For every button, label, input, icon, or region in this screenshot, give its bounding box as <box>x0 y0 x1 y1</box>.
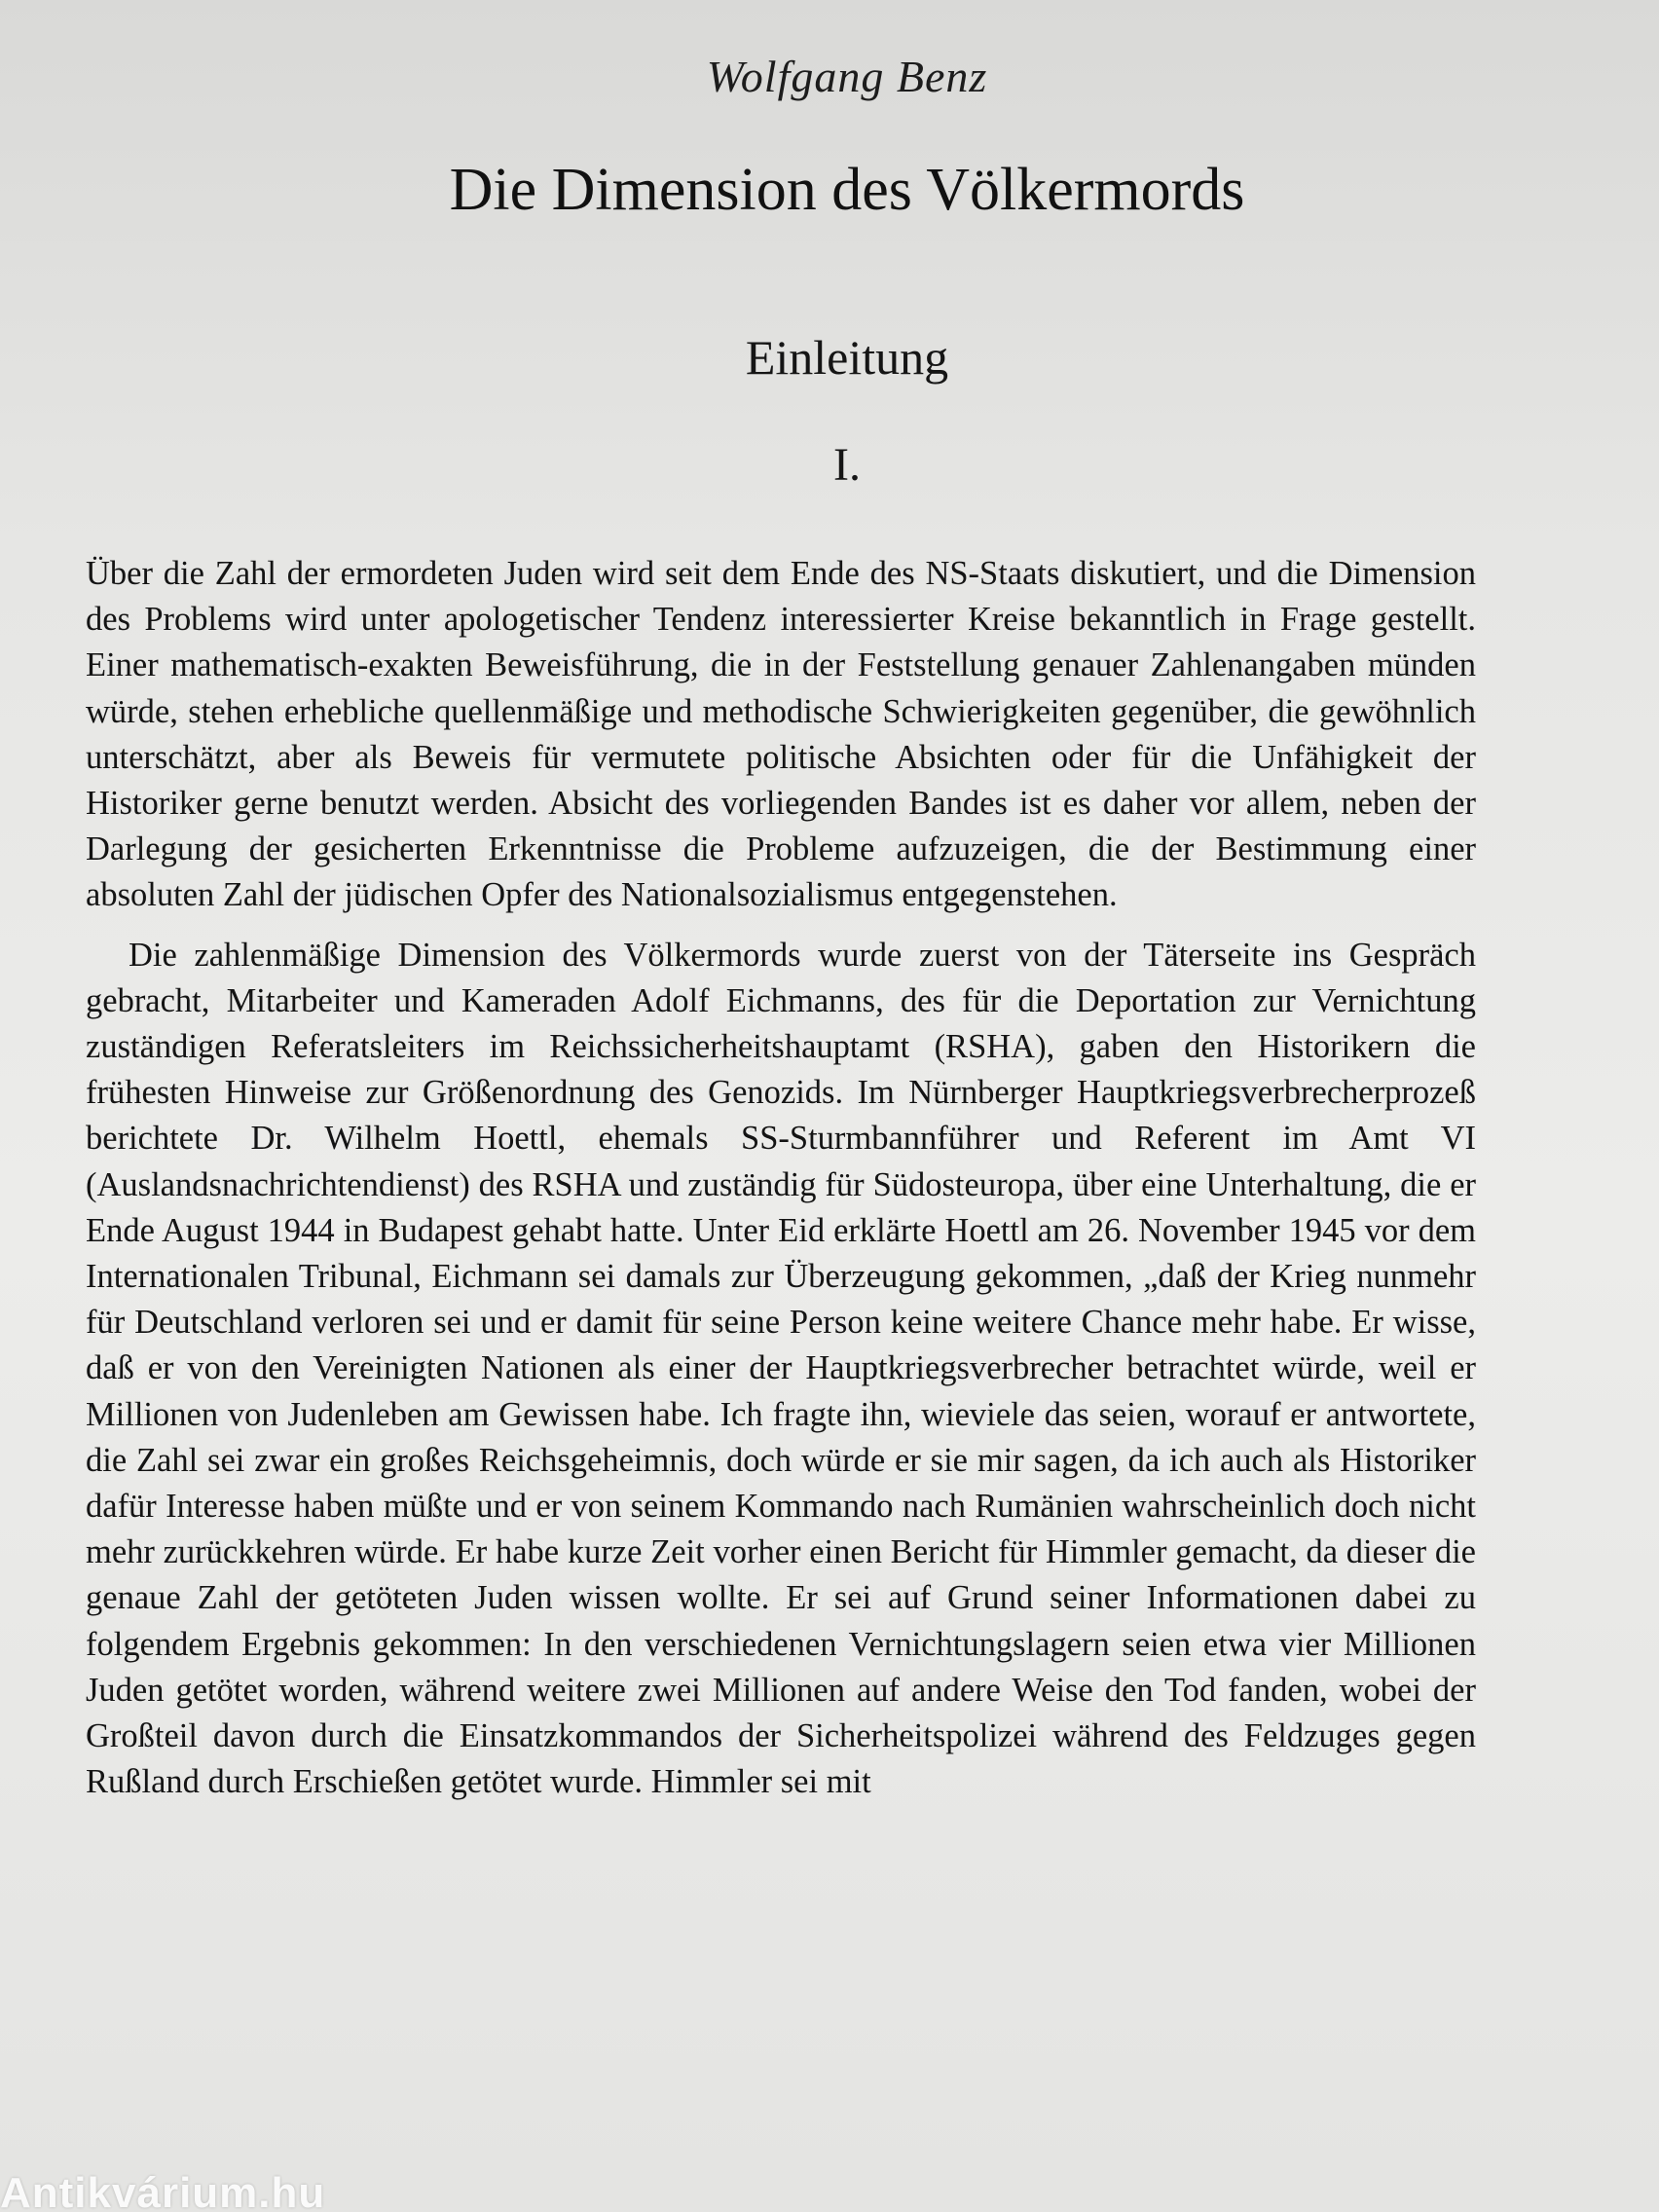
paragraph-1: Über die Zahl der ermordeten Juden wird seit dem Ende des NS-Staats diskutiert, und die Dimension des Problems wird unter apologetischer Tendenz interessierter Kreise bekanntlich in Frage gestellt. Einer mathematisch-exakten Beweisführung, die in der Feststellung genauer Zahlenangaben münden würde, stehen erhebliche quellenmäßige und methodische Schwierigkeiten gegenüber, die gewöhnlich unterschätzt, aber als Beweis für vermutete politische Absichten oder für die Unfähigkeit der Historiker gerne benutzt werden. Absicht des vorliegenden Bandes ist es daher vor allem, neben der Darlegung der gesicherten Erkenntnisse die Probleme aufzuzeigen, die der Bestimmung einer absoluten Zahl der jüdischen Opfer des Nationalsozialismus entgegenstehen. <box>86 555 1476 914</box>
chapter-title: Die Dimension des Völkermords <box>449 157 1245 223</box>
paragraph-2: Die zahlenmäßige Dimension des Völkermords wurde zuerst von der Täterseite ins Gespräch gebracht, Mitarbeiter und Kameraden Adolf Eichmanns, des für die Deportation zur Vernichtung zuständigen Referatsleiters im Reichssicherheitshauptamt (RSHA), gaben den Historikern die frühesten Hinweise zur Größenordnung des Genozids. Im Nürnberger Hauptkriegsverbrecherprozeß berichtete Dr. Wilhelm Hoettl, ehemals SS-Sturmbannführer und Referent im Amt VI (Auslandsnachrichtendienst) des RSHA und zuständig für Südosteuropa, über eine Unterhaltung, die er Ende August 1944 in Budapest gehabt hatte. Unter Eid erklärte Hoettl am 26. November 1945 vor dem Internationalen Tribunal, Eichmann sei damals zur Überzeugung gekommen, „daß der Krieg nunmehr für Deutschland verloren sei und er damit für seine Person keine weitere Chance mehr habe. Er wisse, daß er von den Vereinigten Nationen als einer der Hauptkriegsverbrecher betrachtet würde, weil er Millionen von Judenleben am Gewissen habe. Ich fragte ihn, wieviele das seien, worauf er antwortete, die Zahl sei zwar ein großes Reichsgeheimnis, doch würde er sie mir sagen, da ich auch als Historiker dafür Interesse haben müßte und er von seinem Kommando nach Rumänien wahrscheinlich doch nicht mehr zurückkehren würde. Er habe kurze Zeit vorher einen Bericht für Himmler gemacht, da dieser die genaue Zahl der getöteten Juden wissen wollte. Er sei auf Grund seiner Informationen dabei zu folgendem Ergebnis gekommen: In den verschiedenen Vernichtungslagern seien etwa vier Millionen Juden getötet worden, während weitere zwei Millionen auf andere Weise den Tod fanden, wobei der Großteil davon durch die Einsatzkommandos der Sicherheitspolizei während des Feldzuges gegen Rußland durch Erschießen getötet wurde. Himmler sei mit <box>86 936 1476 1801</box>
section-heading: Einleitung <box>745 330 949 385</box>
section-number: I. <box>833 439 861 491</box>
show-through-texture <box>88 0 1509 42</box>
body-text <box>86 551 1476 1805</box>
watermark-logo: Antikvárium.hu <box>0 2169 326 2212</box>
author-name: Wolfgang Benz <box>706 52 988 101</box>
